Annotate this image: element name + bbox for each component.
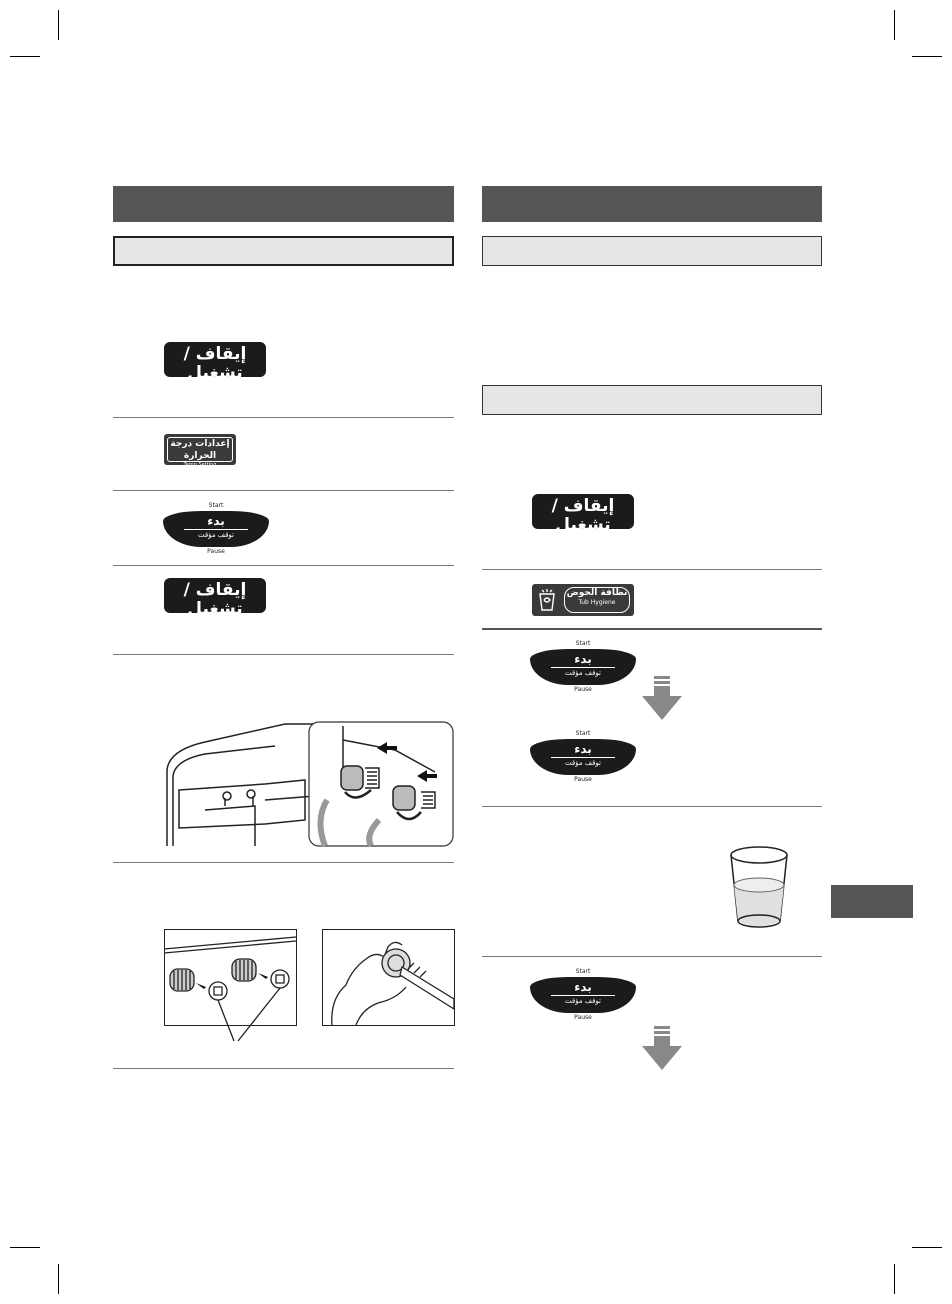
off-on-label-ar: إيقاف / تشغيل: [551, 496, 615, 535]
side-tab: [831, 885, 913, 918]
divider: [113, 417, 454, 418]
start-label: Start: [575, 640, 591, 647]
start-pause-button[interactable]: [530, 640, 636, 698]
crop-mark: [10, 1247, 40, 1248]
divider: [113, 1068, 454, 1069]
tub-hygiene-label-en: Tub Hygiene: [578, 599, 616, 606]
divider: [113, 654, 454, 655]
pause-label-ar: توقف مؤقت: [198, 531, 234, 539]
start-label-ar: بدء: [207, 514, 225, 528]
off-on-label-en: Off / On: [199, 383, 231, 392]
pause-label-ar: توقف مؤقت: [565, 669, 601, 677]
tub-clean-icon: [536, 588, 558, 612]
off-on-label-ar: إيقاف / تشغيل: [183, 344, 247, 383]
down-arrow-icon: [642, 1026, 682, 1070]
divider: [113, 862, 454, 863]
pause-label: Pause: [574, 686, 592, 693]
pause-label-ar: توقف مؤقت: [565, 759, 601, 767]
start-pause-button[interactable]: [530, 968, 636, 1026]
temp-setting-label-ar: إعدادات درجة الحرارة: [170, 439, 230, 461]
divider: [482, 628, 822, 630]
crop-mark: [894, 1264, 895, 1294]
crop-mark: [58, 10, 59, 40]
off-on-label-ar: إيقاف / تشغيل: [183, 580, 247, 619]
crop-mark: [894, 10, 895, 40]
off-on-label-en: Off / On: [199, 619, 231, 628]
start-label: Start: [575, 968, 591, 975]
pause-label-ar: توقف مؤقت: [565, 997, 601, 1005]
start-label: Start: [208, 502, 224, 509]
start-pause-button[interactable]: [163, 502, 269, 560]
start-label-ar: بدء: [574, 742, 592, 756]
divider: [482, 806, 822, 807]
right-section-header: [482, 186, 822, 222]
filter-illustration: [164, 929, 298, 1047]
divider: [482, 956, 822, 957]
off-on-label-en: Off / On: [567, 535, 599, 544]
divider: [113, 490, 454, 491]
off-on-button[interactable]: [532, 494, 634, 544]
start-label: Start: [575, 730, 591, 737]
pause-label: Pause: [574, 776, 592, 783]
start-pause-button[interactable]: [530, 730, 636, 788]
start-label-ar: بدء: [574, 980, 592, 994]
pause-label: Pause: [574, 1014, 592, 1021]
crop-mark: [912, 1247, 942, 1248]
crop-mark: [912, 56, 942, 57]
crop-mark: [58, 1264, 59, 1294]
start-label-ar: بدء: [574, 652, 592, 666]
divider: [482, 569, 822, 570]
down-arrow-icon: [642, 676, 682, 720]
tub-hygiene-label-ar: نظافة الحوض: [566, 588, 628, 598]
water-glass-icon: [728, 845, 790, 931]
tub-hygiene-button[interactable]: [532, 584, 634, 616]
crop-mark: [10, 56, 40, 57]
left-section-header: [113, 186, 454, 222]
left-subsection-bar: [113, 236, 454, 266]
pause-label: Pause: [207, 548, 225, 555]
off-on-button[interactable]: [164, 578, 266, 628]
temp-setting-button[interactable]: [164, 434, 236, 468]
hose-disconnect-illustration: [165, 720, 455, 848]
right-subsection-bar-1: [482, 236, 822, 266]
right-subsection-bar-2: [482, 385, 822, 415]
filter-brush-illustration: [322, 929, 456, 1027]
off-on-button[interactable]: [164, 342, 266, 392]
temp-setting-label-en: Temp Setting: [183, 462, 217, 468]
divider: [113, 565, 454, 566]
